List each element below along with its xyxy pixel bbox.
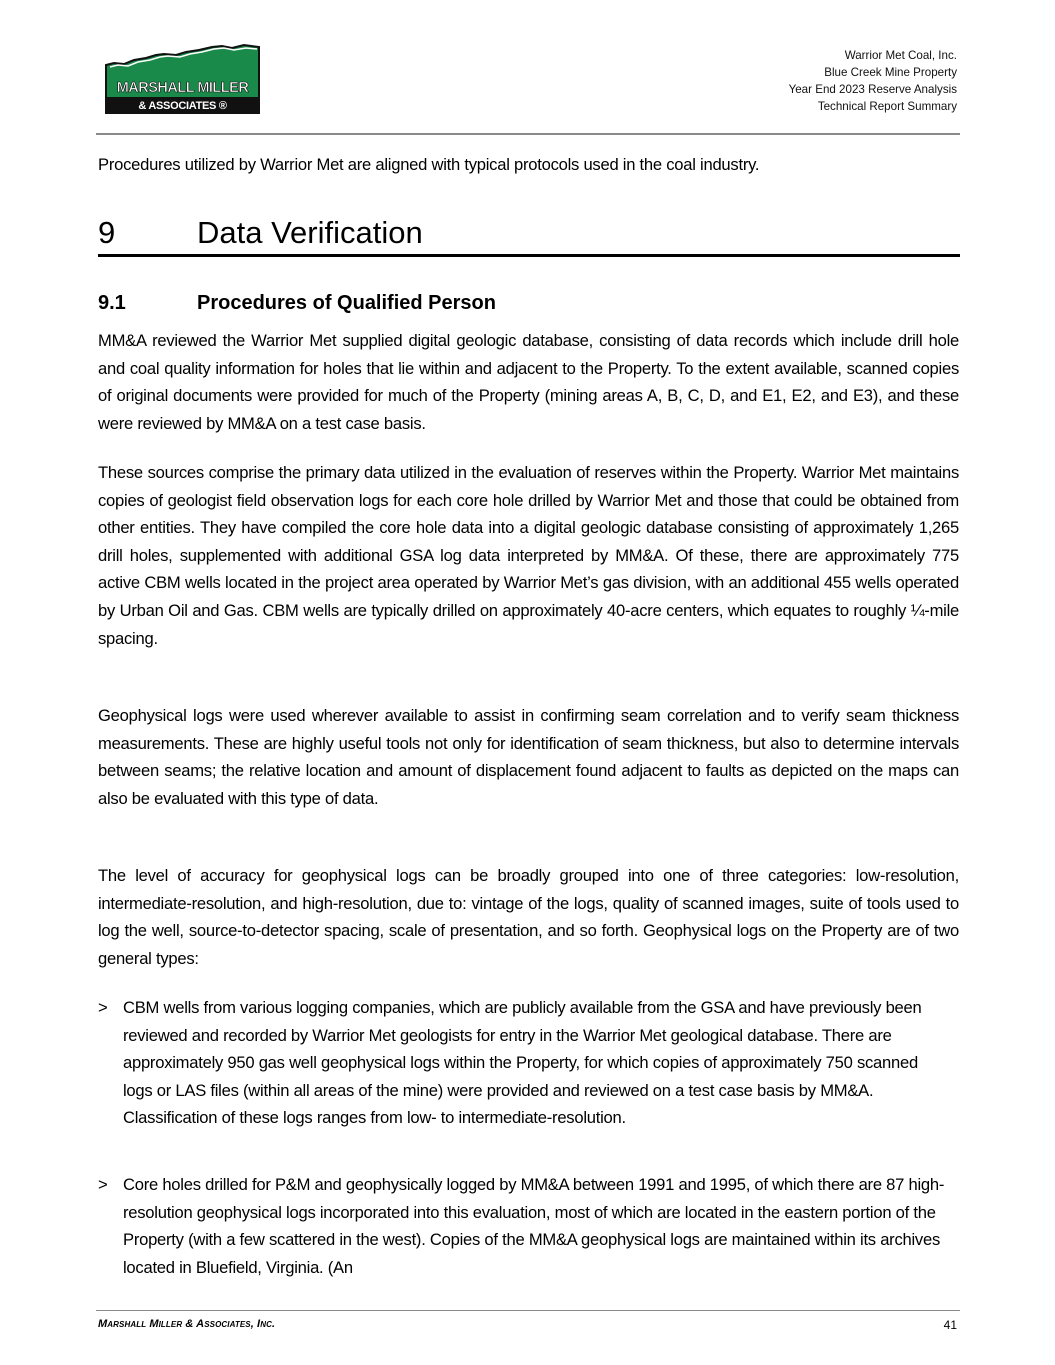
header-report-type: Technical Report Summary [817, 100, 957, 113]
paragraph-log-accuracy: The level of accuracy for geophysical logs can be broadly grouped into one of three categories: low-resolution, intermediate-resolution, and high-resolution, due to: vintage of the logs, quality of scanned images, suite of tools used to log the well, source-to-detector spacing, scale of presentation, and so forth. Geophysical logs on the Property are of two general types: [98, 866, 959, 968]
bullet-marker-icon: > [98, 998, 108, 1017]
svg-text:& ASSOCIATES ®: & ASSOCIATES ® [138, 100, 227, 112]
bullet-text: Core holes drilled for P&M and geophysically logged by MM&A between 1991 and 1995, of which there are 87 high-resolution geophysical logs incorporated into this evaluation, most of which are located in the eastern portion of the Property (with a few scattered in the west). Copies of the MM&A geophysical logs are maintained within its archives located in Bluefield, Virginia. (An [123, 1175, 945, 1277]
paragraph-geophysical-logs: Geophysical logs were used wherever available to assist in confirming seam correlation and to verify seam thickness measurements. These are highly useful tools not only for identification of seam thickness, but also to determine intervals between seams; the relative location and amount of displacement found adjacent to faults as depicted on the maps can also be evaluated with this type of data. [98, 706, 959, 808]
header-info [789, 47, 957, 115]
section-heading [98, 212, 960, 257]
subsection-title: Procedures of Qualified Person [197, 292, 496, 314]
company-logo [104, 43, 261, 115]
header-divider [96, 133, 960, 135]
section-number: 9 [98, 215, 116, 250]
footer-company-name: Marshall Miller & Associates, Inc. [98, 1318, 276, 1330]
bullet-text: CBM wells from various logging companies, which are publicly available from the GSA and have previously been reviewed and recorded by Warrior Met geologists for entry in the Warrior Met geological database. There are approximately 950 gas well geophysical logs within the Property, for which copies of approximately 750 scanned logs or LAS files (within all areas of the mine) were provided and reviewed on a test case basis by MM&A. Classification of these logs ranges from low- to intermediate-resolution. [123, 998, 922, 1128]
svg-text:MARSHALL MILLER: MARSHALL MILLER [116, 80, 249, 96]
section-title: Data Verification [197, 215, 423, 250]
marshall-miller-logo-icon [104, 43, 261, 115]
footer-divider [96, 1310, 960, 1311]
header-property: Blue Creek Mine Property [824, 66, 957, 79]
header-company: Warrior Met Coal, Inc. [844, 49, 957, 62]
intro-paragraph: Procedures utilized by Warrior Met are aligned with typical protocols used in the coal industry. [98, 155, 760, 174]
paragraph-database-review: MM&A reviewed the Warrior Met supplied digital geologic database, consisting of data records which include drill hole and coal quality information for holes that lie within and adjacent to the Property. To the extent available, scanned copies of original documents were provided for much of the Property (mining areas A, B, C, D, and E1, E2, and E3), and these were reviewed by MM&A on a test case basis. [98, 331, 959, 433]
header-report-period: Year End 2023 Reserve Analysis [788, 83, 957, 96]
paragraph-data-sources: These sources comprise the primary data utilized in the evaluation of reserves within the Property. Warrior Met maintains copies of geologist field observation logs for each core hole drilled by Warrior Met and those that could be obtained from other entities. They have compiled the core hole data into a digital geologic database consisting of approximately 1,265 drill holes, supplemented with additional GSA log data interpreted by MM&A. Of these, there are approximately 775 active CBM wells located in the project area operated by Warrior Met’s gas division, with an additional 455 wells operated by Urban Oil and Gas. CBM wells are typically drilled on approximately 40-acre centers, which equates to roughly ¼-mile spacing. [98, 463, 959, 648]
subsection-number: 9.1 [98, 292, 126, 314]
bullet-marker-icon: > [98, 1175, 108, 1194]
page-number: 41 [943, 1318, 957, 1332]
